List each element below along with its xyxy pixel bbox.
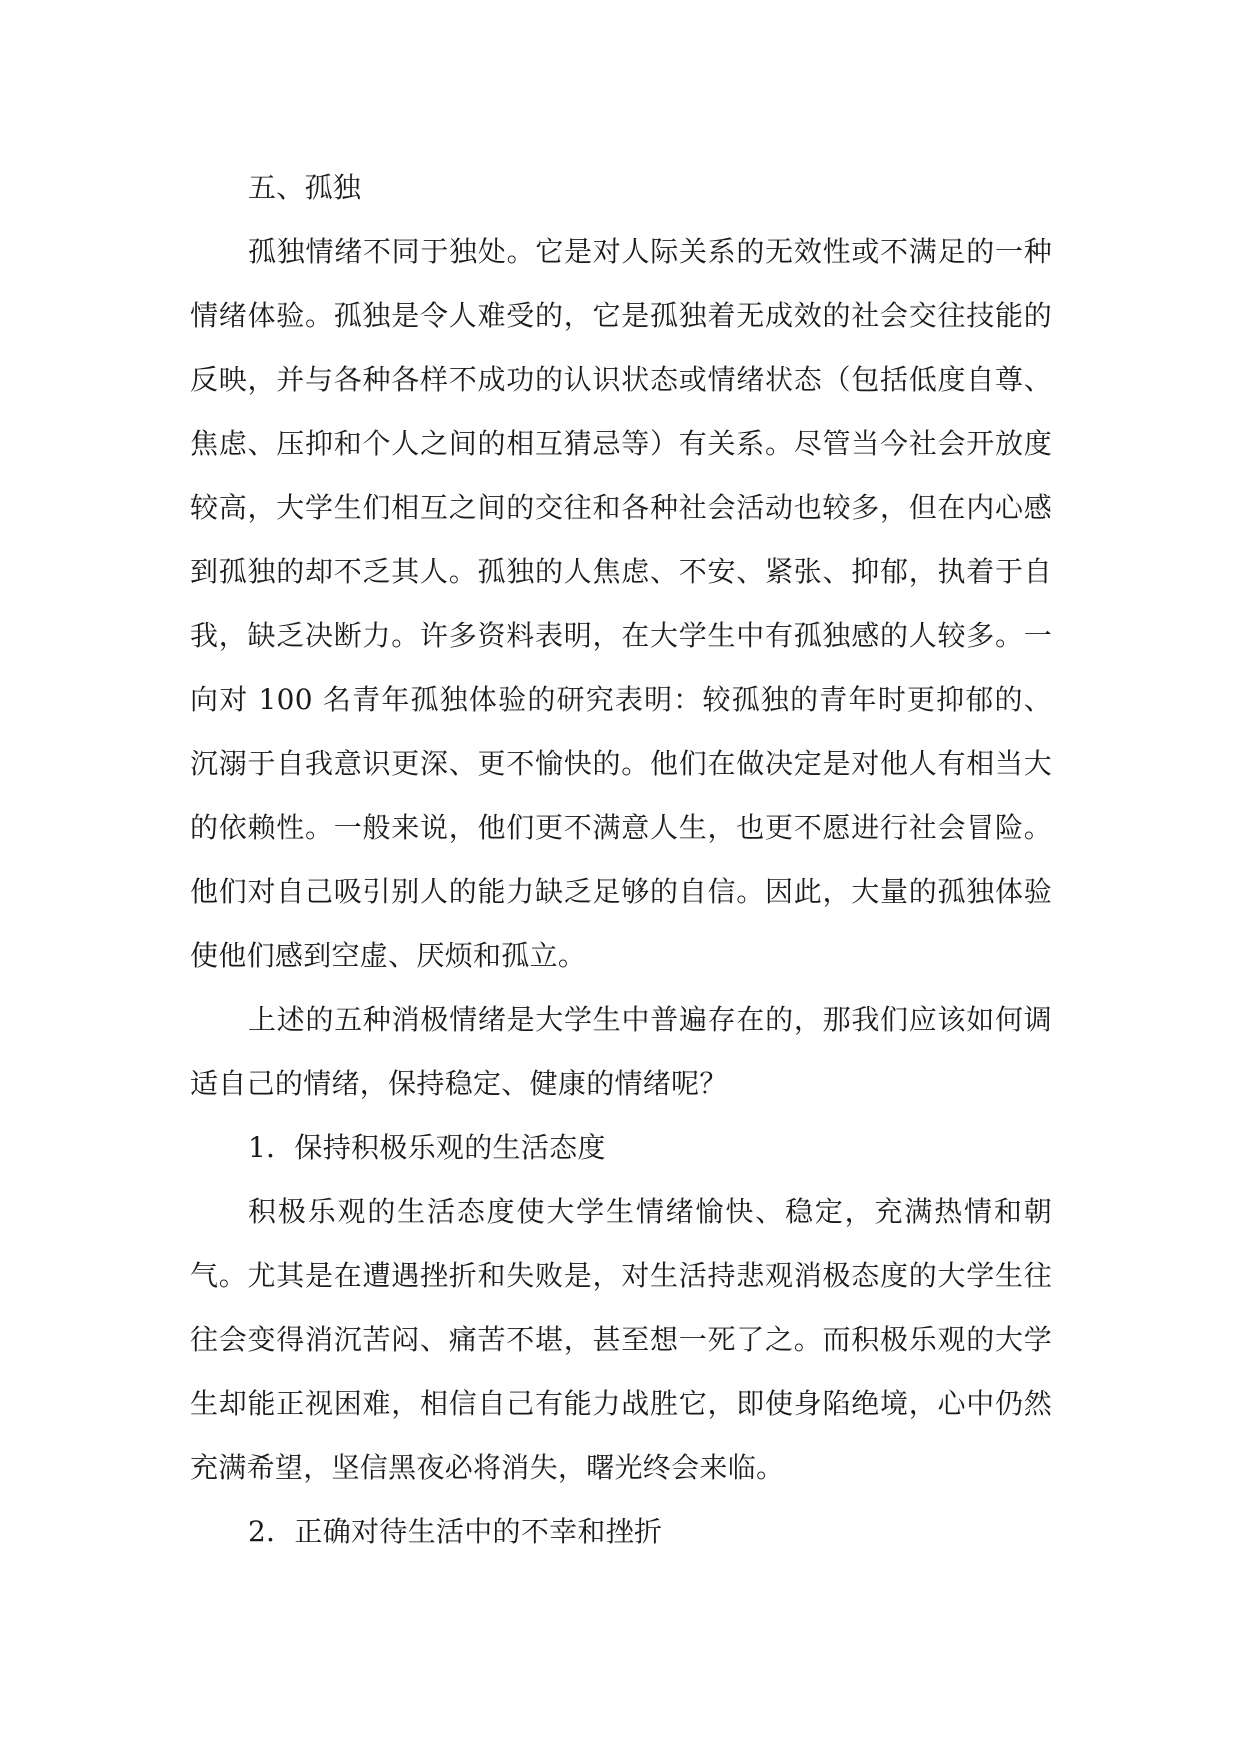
paragraph-optimism: 积极乐观的生活态度使大学生情绪愉快、稳定，充满热情和朝气。尤其是在遭遇挫折和失败是，对生活持悲观消极态度的大学生往往会变得消沉苦闷、痛苦不堪，甚至想一死了之。而积极乐观的大学生却能正视困难，相信自己有能力战胜它，即使身陷绝境，心中仍然充满希望，坚信黑夜必将消失，曙光终会来临。: [190, 1195, 1052, 1484]
section-heading: 五、孤独: [248, 171, 362, 204]
subheading-adversity: 2．正确对待生活中的不幸和挫折: [248, 1515, 663, 1548]
document-body: [190, 156, 1052, 1564]
paragraph-transition: 上述的五种消极情绪是大学生中普遍存在的，那我们应该如何调适自己的情绪，保持稳定、健康的情绪呢？: [190, 1003, 1052, 1100]
paragraph-loneliness: 孤独情绪不同于独处。它是对人际关系的无效性或不满足的一种情绪体验。孤独是令人难受的，它是孤独着无成效的社会交往技能的反映，并与各种各样不成功的认识状态或情绪状态（包括低度自尊、焦虑、压抑和个人之间的相互猜忌等）有关系。尽管当今社会开放度较高，大学生们相互之间的交往和各种社会活动也较多，但在内心感到孤独的却不乏其人。孤独的人焦虑、不安、紧张、抑郁，执着于自我，缺乏决断力。许多资料表明，在大学生中有孤独感的人较多。一向对 100 名青年孤独体验的研究表明：较孤独的青年时更抑郁的、沉溺于自我意识更深、更不愉快的。他们在做决定是对他人有相当大的依赖性。一般来说，他们更不满意人生，也更不愿进行社会冒险。他们对自己吸引别人的能力缺乏足够的自信。因此，大量的孤独体验使他们感到空虚、厌烦和孤立。: [190, 235, 1052, 972]
subheading-optimism: 1．保持积极乐观的生活态度: [248, 1131, 606, 1164]
